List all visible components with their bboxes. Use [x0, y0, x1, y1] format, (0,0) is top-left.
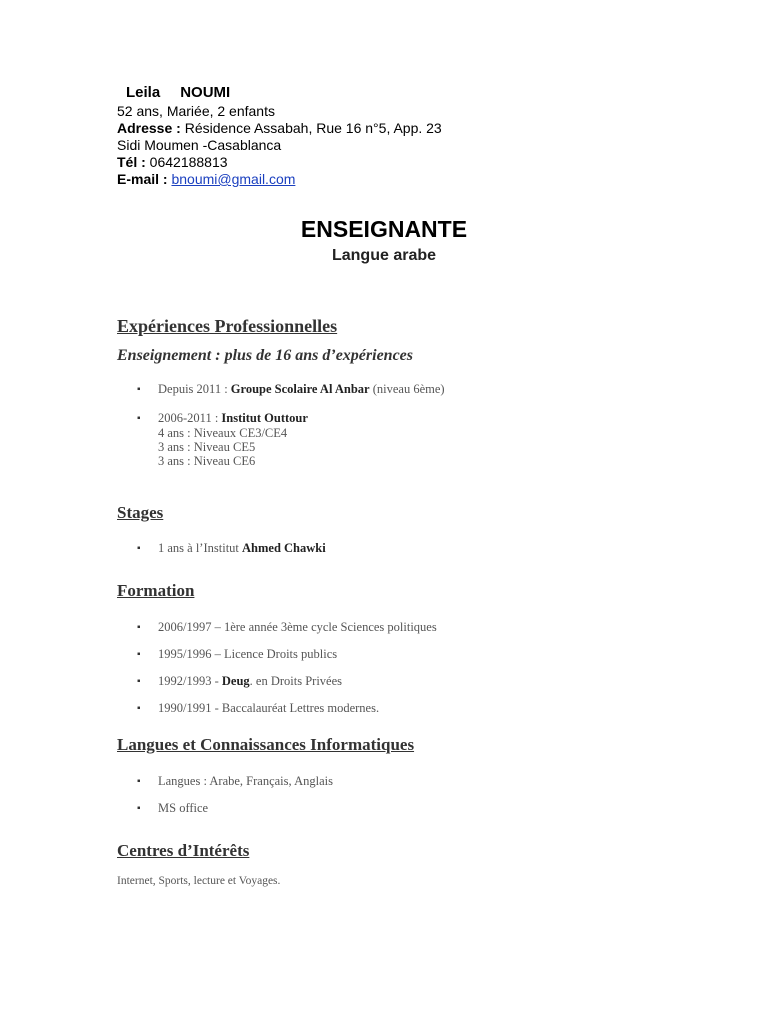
langues-title: Langues et Connaissances Informatiques: [117, 735, 415, 754]
experience-subtitle: Enseignement : plus de 16 ans d’expériences: [117, 347, 413, 364]
phone-line: [117, 154, 442, 171]
list-item: ▪ 2006/1997 – 1ère année 3ème cycle Sciences politiques: [117, 620, 437, 635]
address-line-2: Sidi Moumen -Casablanca: [117, 137, 282, 153]
experience-details: [117, 426, 445, 468]
experience-title: Expériences Professionnelles: [117, 316, 338, 336]
last-name: NOUMI: [180, 84, 231, 101]
phone-label: Tél :: [117, 154, 146, 170]
job-title: ENSEIGNANTE: [300, 216, 468, 242]
interets-text: Internet, Sports, lecture et Voyages.: [117, 875, 281, 887]
list-item: ▪ 1995/1996 – Licence Droits publics: [117, 647, 437, 662]
first-name: Leila: [126, 84, 161, 101]
phone-value: 0642188813: [149, 154, 228, 170]
interets-section: [117, 841, 280, 887]
list-item: ▪ MS office: [117, 801, 414, 816]
stages-list: [117, 541, 326, 556]
candidate-name: [126, 84, 442, 101]
age-status: 52 ans, Mariée, 2 enfants: [117, 103, 275, 119]
detail-line: 3 ans : Niveau CE5: [158, 440, 256, 454]
formation-list: [117, 620, 437, 716]
list-item: ▪ 1990/1991 - Baccalauréat Lettres modernes.: [117, 701, 437, 716]
detail-line: 4 ans : Niveaux CE3/CE4: [158, 426, 288, 440]
address-value: Résidence Assabah, Rue 16 n°5, App. 23: [184, 120, 442, 136]
contact-header: [117, 84, 442, 188]
langues-section: [117, 735, 414, 816]
list-item: ▪ 1 ans à l’Institut Ahmed Chawki: [117, 541, 326, 556]
langues-list: [117, 774, 414, 816]
detail-line: 3 ans : Niveau CE6: [158, 454, 256, 468]
list-item: ▪ 2006-2011 : Institut Outtour: [117, 411, 445, 426]
address-line-1: [117, 120, 442, 137]
email-line: [117, 171, 442, 188]
list-item: ▪ Depuis 2011 : Groupe Scolaire Al Anbar (niveau 6ème): [117, 382, 445, 397]
experience-section: [117, 316, 445, 468]
experience-list: [117, 382, 445, 426]
job-subject: Langue arabe: [331, 247, 437, 264]
email-link[interactable]: bnoumi@gmail.com: [171, 171, 296, 187]
address-label: Adresse :: [117, 120, 181, 136]
formation-title: Formation: [117, 581, 195, 600]
list-item: ▪ 1992/1993 - Deug. en Droits Privées: [117, 674, 437, 689]
title-block: [0, 216, 768, 265]
list-item: ▪ Langues : Arabe, Français, Anglais: [117, 774, 414, 789]
email-label: E-mail :: [117, 171, 168, 187]
interets-title: Centres d’Intérêts: [117, 841, 250, 860]
formation-section: [117, 581, 437, 716]
stages-title: Stages: [117, 503, 164, 522]
stages-section: [117, 503, 326, 556]
